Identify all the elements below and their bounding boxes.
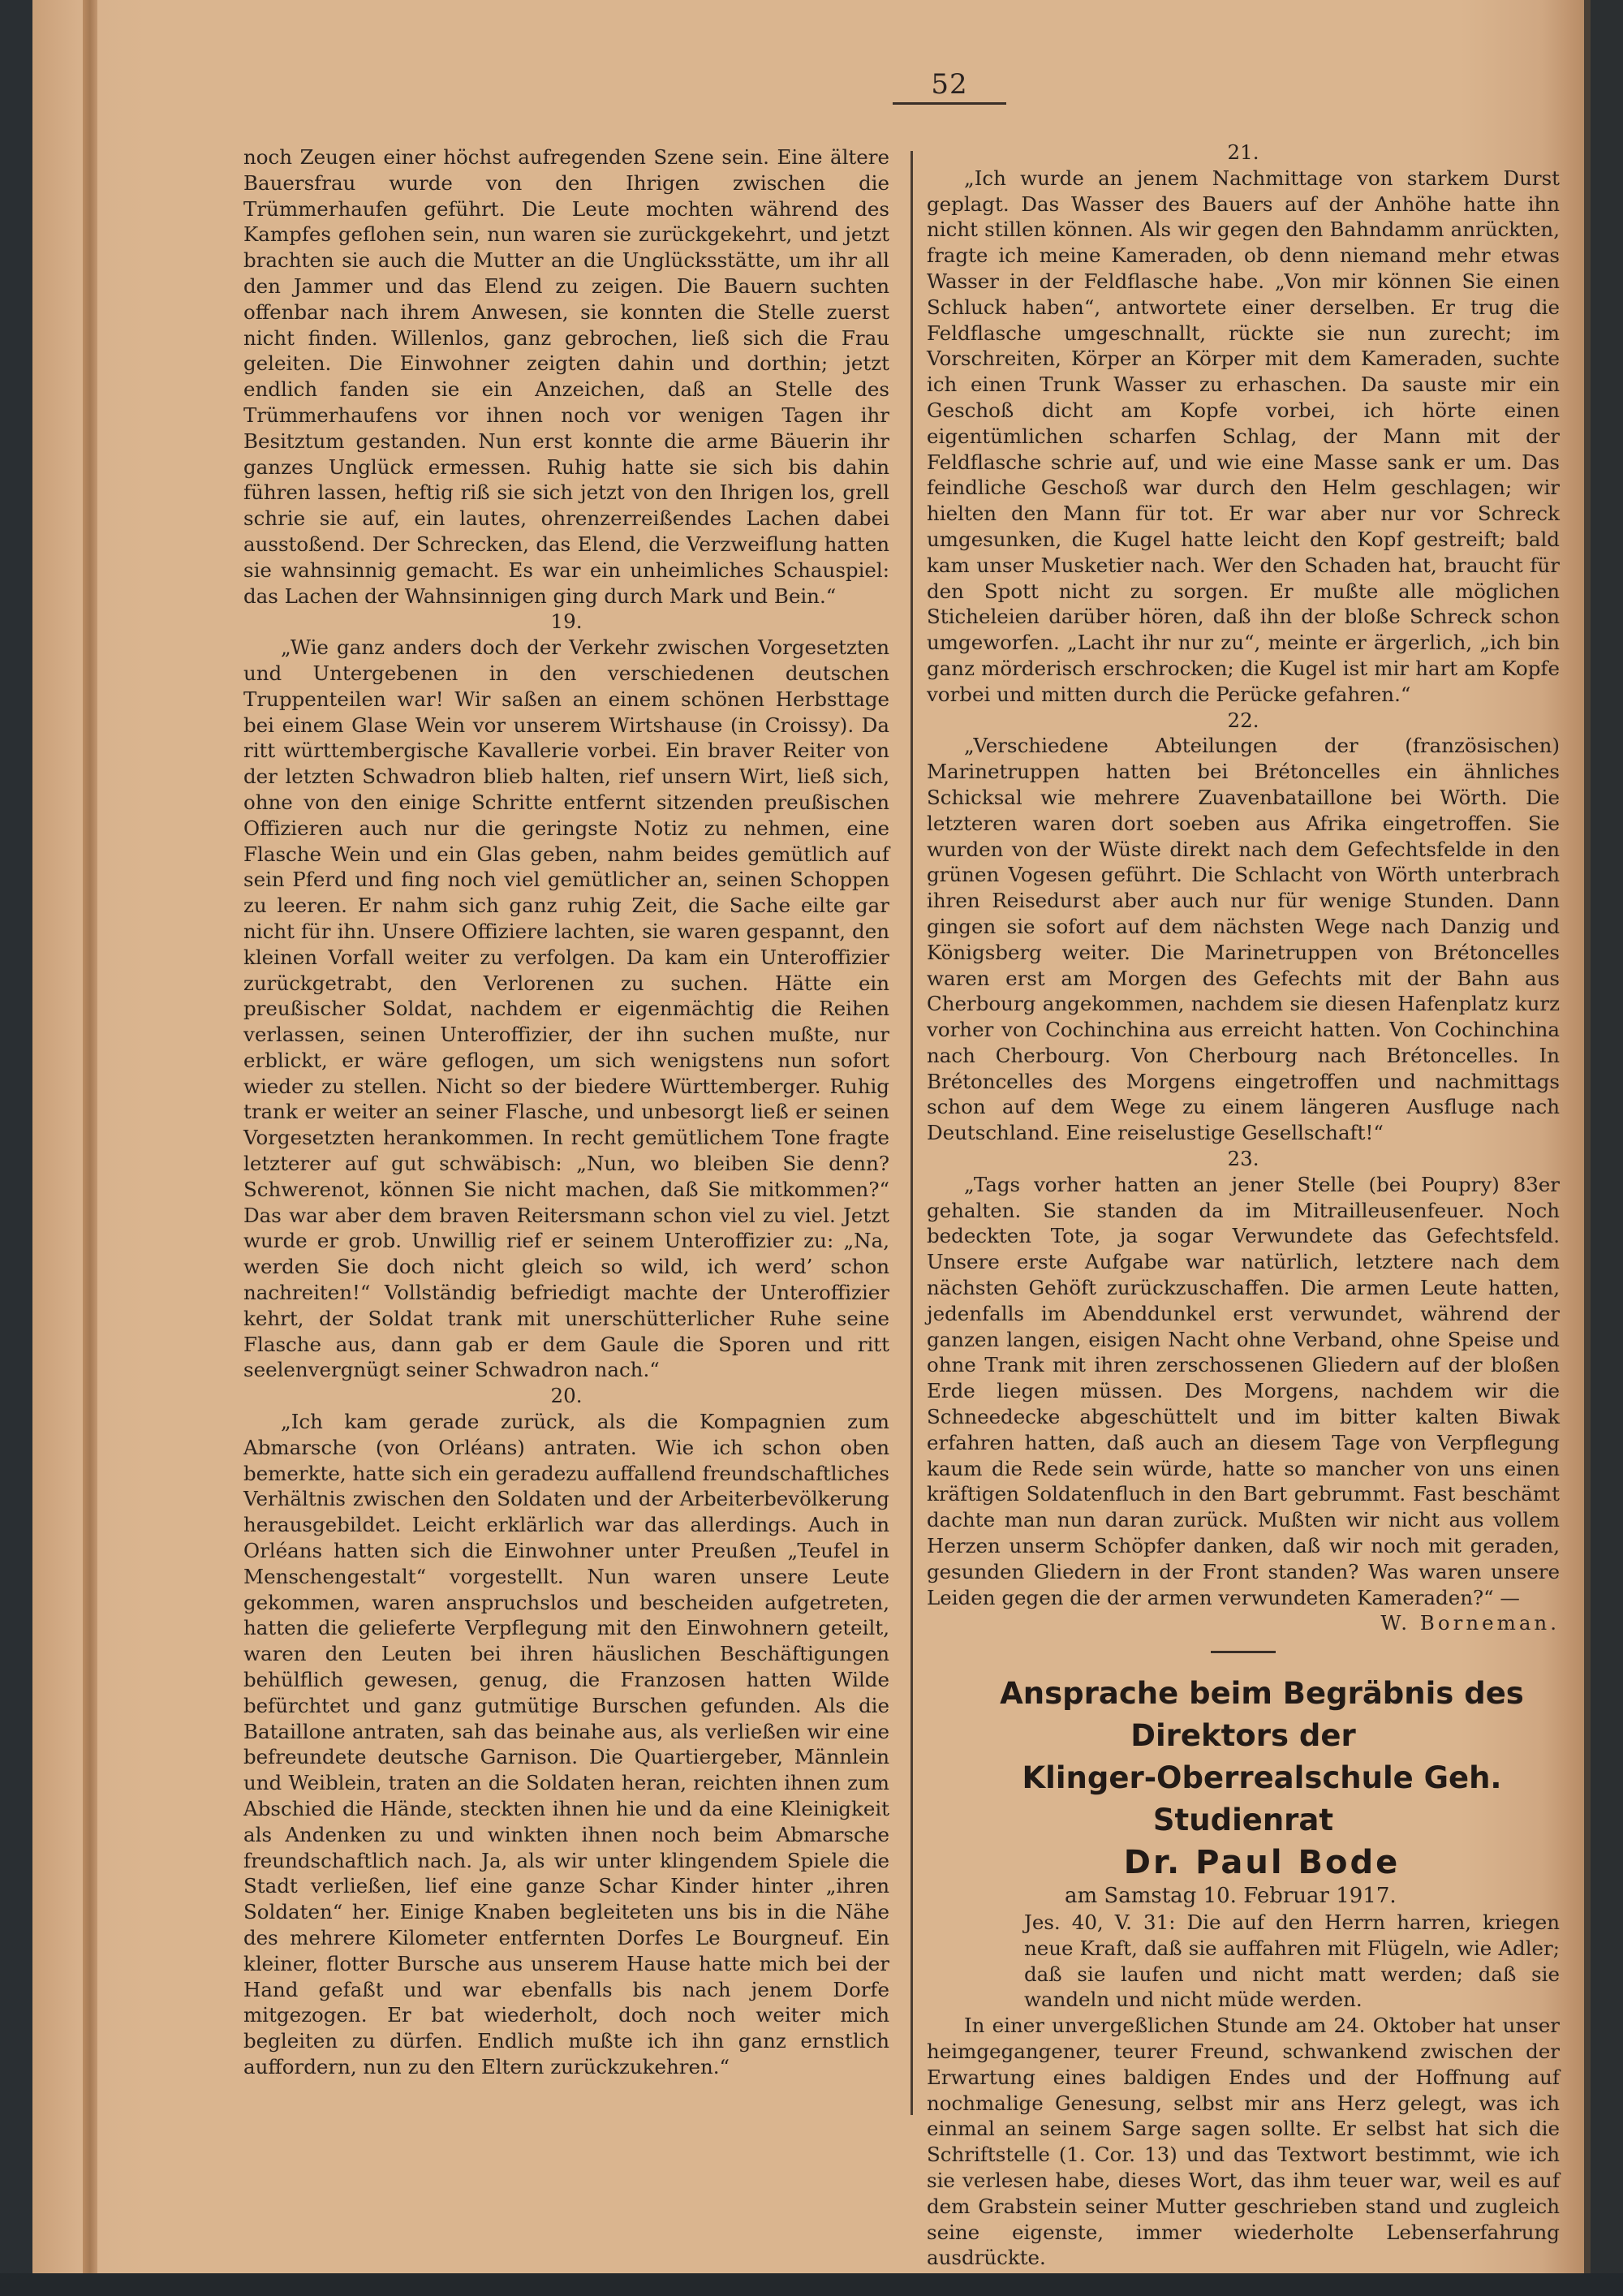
paragraph: „Ich kam gerade zurück, als die Kompagnien zum Abmarsche (von Orléans) antraten. Wie ich schon oben bemerkte, hatte sich ein geradezu auffallend freundschaftliches Verhältnis zwischen den Soldaten und der Arbeiterbevölkerung herausgebildet. Leicht erklärlich war das allerdings. Auch in Orléans hatten sich die Einwohner unter Preußen „Teufel in Menschengestalt“ vorgestellt. Nun waren unsere Leute gekommen, waren anspruchslos und bescheiden aufgetreten, hatten die gelieferte Verpflegung mit den Einwohnern geteilt, waren den Leuten bei ihren häuslichen Beschäftigungen behülflich gewesen, genug, die Franzosen hatten Wilde befürchtet und ganz gutmütige Burschen gefunden. Als die Bataillone antraten, sah das beinahe aus, als verließen wir eine befreundete deutsche Garnison. Die Quartiergeber, Männlein und Weiblein, traten an die Soldaten heran, reichten ihnen zum Abschied die Hände, steckten ihnen hie und da eine Kleinigkeit als Andenken zu und winkten ihnen noch beim Abmarsche freundschaftlich nach. Ja, als wir unter klingendem Spiele die Stadt verließen, lief eine ganze Schar Kinder hinter „ihren Soldaten“ her. Einige Knaben begleiteten uns bis in die Nähe des mehrere Kilometer entfernten Dorfes Le Bourgneuf. Ein kleiner, flotter Bursche aus unserem Hause hatte mich bei der Hand gefaßt und war ebenfalls bis nach jenem Dorfe mitgezogen. Er bat wiederholt, doch noch weiter mich begleiten zu dürfen. Endlich mußte ich ihn ganz ernstlich auffordern, nun zu den Eltern zurückzukehren.“ <box>243 1410 889 2078</box>
bible-quote: Jes. 40, V. 31: Die auf den Herrn harren, kriegen neue Kraft, daß sie auffahren mit Flügeln, wie Adler; daß sie laufen und nicht matt werden; daß sie wandeln und nicht müde werden. <box>1024 1910 1560 2012</box>
article-heading-name: Dr. Paul Bode <box>1123 1844 1401 1882</box>
author-signature: W. Borneman. <box>1380 1611 1560 1635</box>
paragraph: noch Zeugen einer höchst aufregenden Szene sein. Eine ältere Bauersfrau wurde von den Ihrigen zwischen die Trümmerhaufen geführt. Die Leute mochten während des Kampfes geflohen sein, nun waren sie zurückgekehrt, und jetzt brachten sie auch die Mutter an die Unglücksstätte, um ihr all den Jammer und das Elend zu zeigen. Die Bauern suchten offenbar nach ihrem Anwesen, sie konnten die Stelle zuerst nicht finden. Willenlos, ganz gebrochen, ließ sich die Frau geleiten. Die Einwohner zeigten dahin und dorthin; jetzt endlich fanden sie ein Anzeichen, daß an Stelle des Trümmerhaufens vor ihnen noch vor wenigen Tagen ihr Besitztum gestanden. Nun erst konnte die arme Bäuerin ihr ganzes Unglück ermessen. Ruhig hatte sie sich bis dahin führen lassen, heftig riß sie sich jetzt von den Ihrigen los, grell schrie sie auf, ein lautes, ohrenzerreißendes Lachen dabei ausstoßend. Der Schrecken, das Elend, die Verzweiflung hatten sie wahnsinnig gemacht. Es war ein unheimliches Schauspiel: das Lachen der Wahnsinnigen ging durch Mark und Bein.“ <box>243 145 889 608</box>
paragraph: „Tags vorher hatten an jener Stelle (bei Poupry) 83er gehalten. Sie standen da im Mitrailleusenfeuer. Noch bedeckten Tote, ja sogar Verwundete das Gefechtsfeld. Unsere erste Aufgabe war natürlich, letztere nach dem nächsten Gehöft zurückzuschaffen. Die armen Leute hatten, jedenfalls im Abenddunkel erst verwundet, während der ganzen langen, eisigen Nacht ohne Verband, ohne Speise und ohne Trank mit ihren zerschossenen Gliedern auf der bloßen Erde liegen müssen. Des Morgens, nachdem wir die Schneedecke abgeschüttelt und im bitter kalten Biwak erfahren hatten, daß auch an diesem Tage von Verpflegung kaum die Rede sein würde, hatte so mancher von uns einen kräftigen Soldatenfluch in den Bart gebrummt. Fast beschämt dachte man nun daran zurück. Mußten wir nicht aus vollem Herzen unserm Schöpfer danken, daß wir noch mit geraden, gesunden Gliedern in der Front standen? Was waren unsere Leiden gegen die der armen verwundeten Kameraden?“ — <box>927 1172 1560 1609</box>
paragraph: In einer unvergeßlichen Stunde am 24. Oktober hat unser heimgegangener, teurer Freund, schwankend zwischen der Erwartung eines baldigen Endes und der Hoffnung auf nochmalige Genesung, selbst mir ans Herz gelegt, was ich einmal an seinem Sarge sagen sollte. Er selbst hat sich die Schriftstelle (1. Cor. 13) und das Textwort bestimmt, wie ich sie verlesen habe, dieses Wort, das ihm teuer war, weil es auf dem Grabstein seiner Mutter geschrieben stand und zugleich seine eigenste, immer wiederholte Lebenserfahrung ausdrückte. <box>927 2014 1560 2270</box>
article-dateline: am Samstag 10. Februar 1917. <box>1065 1884 1397 1909</box>
scanner-board-left <box>0 0 32 2296</box>
paragraph: „Ich wurde an jenem Nachmittage von starkem Durst geplagt. Das Wasser des Bauers auf der Anhöhe hatte ihn nicht stillen können. Als wir gegen den Bahndamm anrückten, fragte ich meine Kameraden, ob denn niemand mehr etwas Wasser in der Feldflasche habe. „Von mir können Sie einen Schluck haben“, antwortete einer derselben. Er trug die Feldflasche umgeschnallt, rückte sie nun zurecht; im Vorschreiten, Körper an Körper mit dem Kameraden, suchte ich einen Trunk Wasser zu erhaschen. Da sauste mir ein Geschoß dicht am Kopfe vorbei, ich hörte einen eigentümlichen scharfen Schlag, der Mann mit der Feldflasche schrie auf, und wie eine Masse sank er um. Das feindliche Geschoß war durch den Helm geschlagen; wir hielten den Mann für tot. Er war aber nur vor Schreck umgesunken, die Kugel hatte leicht den Kopf gestreift; bald kam unser Musketier nach. Wer den Schaden hat, braucht für den Spott nicht zu sorgen. Er mußte alle möglichen Sticheleien darüber hören, daß ihn der bloße Schreck schon umgeworfen. „Lacht ihr nur zu“, meinte er ärgerlich, „ich bin ganz mörderisch erschrocken; die Kugel ist mir hart am Kopfe vorbei und mitten durch die Perücke gefahren.“ <box>927 166 1560 706</box>
section-number: 20. <box>550 1384 583 1408</box>
section-number: 19. <box>550 610 583 634</box>
article-heading: Ansprache beim Begräbnis des Direktors der <box>1000 1676 1524 1754</box>
section-divider <box>1211 1651 1276 1653</box>
left-column <box>243 144 889 2080</box>
column-rule <box>911 151 913 2115</box>
section-number: 22. <box>1227 708 1259 732</box>
page-spine-shadow <box>83 0 97 2273</box>
section-number: 21. <box>1227 140 1259 164</box>
page-number: 52 <box>893 68 1006 105</box>
paragraph: „Verschiedene Abteilungen der (französischen) Marinetruppen hatten bei Brétoncelles ein ähnliches Schicksal wie mehrere Zuavenbataillone bei Wörth. Die letzteren waren dort soeben aus Afrika eingetroffen. Sie wurden von der Wüste direkt nach dem Gefechtsfelde in den grünen Vogesen geführt. Die Schlacht von Wörth unterbrach ihren Reisedurst aber auch nur für wenige Stunden. Dann gingen sie sofort auf dem nächsten Wege nach Danzig und Königsberg weiter. Die Marinetruppen von Brétoncelles waren erst am Morgen des Gefechts mit der Bahn aus Cherbourg angekommen, nachdem sie diesen Hafenplatz kurz vorher von Cochinchina aus erreicht hatten. Von Cochinchina nach Cherbourg. Von Cherbourg nach Brétoncelles. In Brétoncelles des Morgens eingetroffen und nachmittags schon auf dem Wege zu einem längeren Ausfluge nach Deutschland. Eine reiselustige Gesellschaft!“ <box>927 734 1560 1145</box>
scanner-board-bottom <box>0 2273 1623 2296</box>
paragraph: „Wie ganz anders doch der Verkehr zwischen Vorgesetzten und Untergebenen in den verschiedenen deutschen Truppenteilen war! Wir saßen an einem schönen Herbsttage bei einem Glase Wein vor unserem Wirtshause (in Croissy). Da ritt württembergische Kavallerie vorbei. Ein braver Reiter von der letzten Schwadron blieb halten, rief unsern Wirt, ließ sich, ohne von den einige Schritte entfernt sitzenden preußischen Offizieren auch nur die geringste Notiz zu nehmen, eine Flasche Wein und ein Glas geben, nahm beides gemütlich auf sein Pferd und fing noch viel gemütlicher an, seinen Schoppen zu leeren. Er nahm sich ganz ruhig Zeit, die Sache eilte gar nicht für ihn. Unsere Offiziere lachten, sie waren gespannt, den kleinen Vorfall weiter zu verfolgen. Da kam ein Unteroffizier zurückgetrabt, den Verlorenen zu suchen. Hätte ein preußischer Soldat, nachdem er eigenmächtig die Reihen verlassen, seinen Unteroffizier, der ihn suchen mußte, nur erblickt, er wäre geflogen, um sich wenigstens nun sofort wieder zu stellen. Nicht so der biedere Württemberger. Ruhig trank er weiter an seiner Flasche, und unbesorgt ließ er seinen Vorgesetzten herankommen. In recht gemütlichem Tone fragte letzterer auf gut schwäbisch: „Nun, wo bleiben Sie denn? Schwerenot, können Sie nicht machen, daß Sie mitkommen?“ Das war aber dem braven Reitersmann schon viel zu viel. Jetzt wurde er grob. Unwillig rief er seinem Unteroffizier zu: „Na, werden Sie doch nicht gleich so wild, ich werd’ schon nachreiten!“ Vollständig befriedigt machte der Unteroffizier kehrt, der Soldat trank mit unerschütterlicher Ruhe seine Flasche aus, dann gab er dem Gaule die Sporen und ritt seelenvergnügt seiner Schwadron nach.“ <box>243 635 889 1382</box>
scanner-board-right <box>1584 0 1623 2296</box>
right-column <box>927 140 1560 2271</box>
article-heading: Klinger-Oberrealschule Geh. Studienrat <box>1022 1760 1502 1838</box>
section-number: 23. <box>1227 1147 1259 1171</box>
